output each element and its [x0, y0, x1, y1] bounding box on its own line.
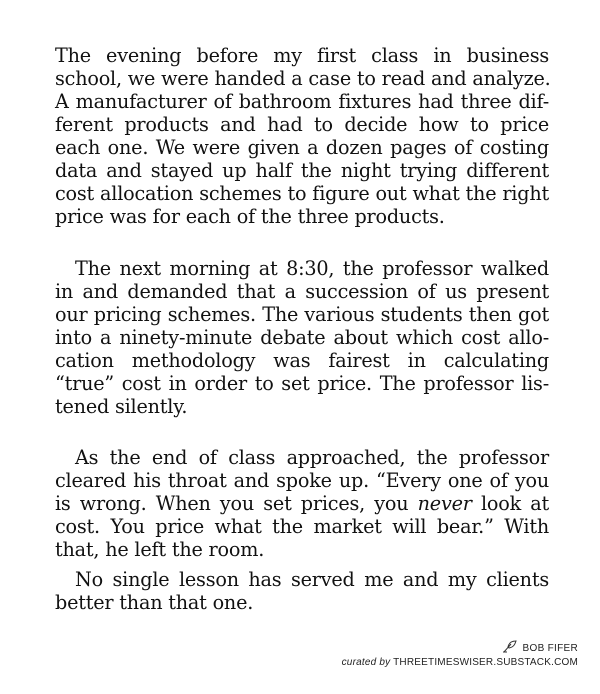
text-line: The evening before my first class in business: [55, 44, 549, 67]
text-line: data and stayed up half the night trying different: [55, 159, 549, 182]
text-line: into a ninety-minute debate about which cost allo-: [55, 326, 549, 349]
paragraph-2: [55, 257, 549, 418]
emphasis-never: never: [417, 492, 472, 515]
text-line: cost. You price what the market will bear.” With: [55, 515, 549, 538]
text-segment: is wrong. When you set prices, you: [55, 492, 409, 515]
curated-prefix: curated by: [341, 657, 391, 668]
text-line-with-emphasis: [55, 492, 549, 515]
text-line: school, we were handed a case to read and analyze.: [55, 67, 551, 90]
author-byline: [502, 640, 578, 656]
text-line: ferent products and had to decide how to price: [55, 113, 549, 136]
text-line: price was for each of the three products.: [55, 205, 445, 228]
text-line: cation methodology was fairest in calculating: [55, 349, 549, 372]
paragraph-1: [55, 44, 549, 228]
text-line: that, he left the room.: [55, 538, 265, 561]
text-line: cost allocation schemes to figure out what the right: [55, 182, 549, 205]
paragraph-3: [55, 446, 549, 561]
text-line: in and demanded that a succession of us present: [55, 280, 549, 303]
text-line: our pricing schemes. The various students then got: [55, 303, 549, 326]
text-line: better than that one.: [55, 591, 254, 614]
text-line: The next morning at 8:30, the professor walked: [75, 257, 549, 280]
curated-credit: [342, 657, 578, 668]
text-line: “true” cost in order to set price. The professor lis-: [55, 372, 549, 395]
text-line: each one. We were given a dozen pages of costing: [55, 136, 549, 159]
text-line: tened silently.: [55, 395, 188, 418]
quill-pen-icon: [502, 640, 517, 656]
text-line: As the end of class approached, the professor: [75, 446, 549, 469]
text-line: A manufacturer of bathroom fixtures had three dif-: [55, 90, 549, 113]
text-segment: look at: [480, 492, 549, 515]
author-name: BOB FIFER: [522, 642, 578, 654]
text-line: No single lesson has served me and my clients: [75, 568, 549, 591]
paragraph-4: [55, 568, 549, 614]
curated-source: THREETIMESWISER.SUBSTACK.COM: [393, 657, 578, 668]
text-line: cleared his throat and spoke up. “Every one of you: [55, 469, 549, 492]
